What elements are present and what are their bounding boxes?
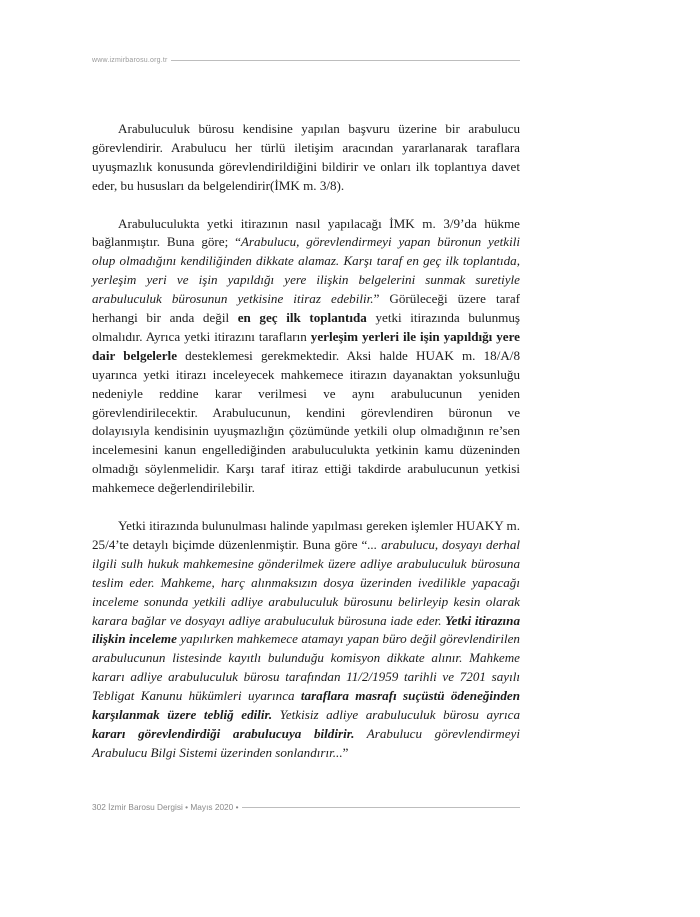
emphasis-run: en geç ilk toplantıda	[237, 310, 367, 326]
text-run: ”	[342, 744, 349, 760]
emphasis-run: Arabulucu görevlendirmeyi Arabulucu Bilgi Sistemi üzerinden sonlandırır...	[92, 725, 520, 760]
text-run: yetki itirazında bulunmuş olmalıdır. Ayrıca yetki itirazını tarafların	[92, 310, 520, 344]
header-rule	[171, 60, 520, 61]
text-run: ” Görüleceği üzere taraf herhangi bir anda değil	[92, 291, 521, 326]
footer-separator: •	[235, 802, 239, 812]
emphasis-run: Arabulucu, görevlendirmeyi yapan büronun yetkili olup olmadığını kendiliğinden dikkate alamaz. Karşı taraf en geç ilk toplantıda, yerleşim yeri ve işin yapıldığı yere ilişkin belgelerini sunmak suretiyle arabuluculuk bürosunun yetkisine itiraz edebilir.	[92, 234, 520, 307]
running-header	[92, 54, 520, 66]
footer-text	[92, 802, 239, 812]
footer-rule	[242, 807, 521, 808]
text-run: desteklemesi gerekmektedir. Aksi halde HUAK m. 18/A/8 uyarınca yetki itirazı inceleyecek mahkemece itirazın dayanaktan yoksunluğu nedeniyle reddine karar verilmesi ve aynı arabulucunun yeniden görevlendirilecektir. Arabulucunun, kendini görevlendiren büronun ve dolayısıyla kendisinin uyuşmazlığın çözümünde yetkili olup olmadığının re’sen incelemesini kanun engellediğinden arabuluculukta yetkinin kamu düzeninden olmadığı söylenmelidir. Karşı taraf itiraz ettiği takdirde arabulucunun yetkisi mahkemece değerlendirilebilir.	[92, 347, 520, 496]
running-footer	[92, 801, 520, 813]
body-text	[92, 120, 520, 763]
journal-name: İzmir Barosu Dergisi	[108, 802, 183, 812]
text-run: Arabuluculukta yetki itirazının nasıl yapılacağı İMK m. 3/9’da hükme bağlanmıştır. Buna göre; “	[92, 215, 520, 250]
emphasis-run: kararı görevlendirdiği arabulucuya bildirir.	[92, 725, 355, 741]
paragraph-2	[92, 215, 520, 499]
emphasis-run: yapılırken mahkemece atamayı yapan büro değil görevlendirilen arabulucunun listesinde kayıtlı bulunduğu komisyon dikkate alınır. Mahkeme kararı adliye arabuluculuk bürosu tarafından 11/2/1959 tarihli ve 7201 sayılı Tebligat Kanunu hükümleri uyarınca	[92, 631, 520, 704]
footer-separator: •	[185, 802, 189, 812]
text-run: Yetki itirazında bulunulması halinde yapılması gereken işlemler HUAKY m. 25/4’te detaylı biçimde düzenlenmiştir. Buna göre “	[92, 518, 520, 552]
page-number: 302	[92, 802, 106, 812]
issue-date: Mayıs 2020	[190, 802, 234, 812]
paragraph-3	[92, 517, 520, 763]
emphasis-run: ... arabulucu, dosyayı derhal ilgili sulh hukuk mahkemesine gönderilmek üzere adliye arabuluculuk bürosuna teslim eder. Mahkeme, harç alınmaksızın dosya üzerinden ivedilikle yapacağı inceleme sonunda yetkili adliye arabuluculuk bürosunu belirleyip kesin olarak karara bağlar ve dosyayı adliye arabuluculuk bürosuna iade eder.	[92, 536, 521, 628]
emphasis-run: yerleşim yerleri ile işin yapıldığı yere dair belgelerle	[92, 328, 520, 363]
text-run: Arabuluculuk bürosu kendisine yapılan başvuru üzerine bir arabulucu görevlendirir. Arabulucu her türlü iletişim aracından yararlanarak taraflara uyuşmazlık konusunda görevlendirildiğini bildirir ve onları ilk toplantıya davet eder, bu hususları da belgelendirir(İMK m. 3/8).	[92, 121, 520, 193]
emphasis-run: taraflara masrafı suçüstü ödeneğinden karşılanmak üzere tebliğ edilir.	[92, 688, 520, 723]
header-website: www.izmirbarosu.org.tr	[92, 56, 168, 64]
emphasis-run: Yetkisiz adliye arabuluculuk bürosu ayrıca	[272, 707, 520, 723]
paragraph-1	[92, 120, 520, 196]
emphasis-run: Yetki itirazına ilişkin inceleme	[92, 612, 521, 647]
